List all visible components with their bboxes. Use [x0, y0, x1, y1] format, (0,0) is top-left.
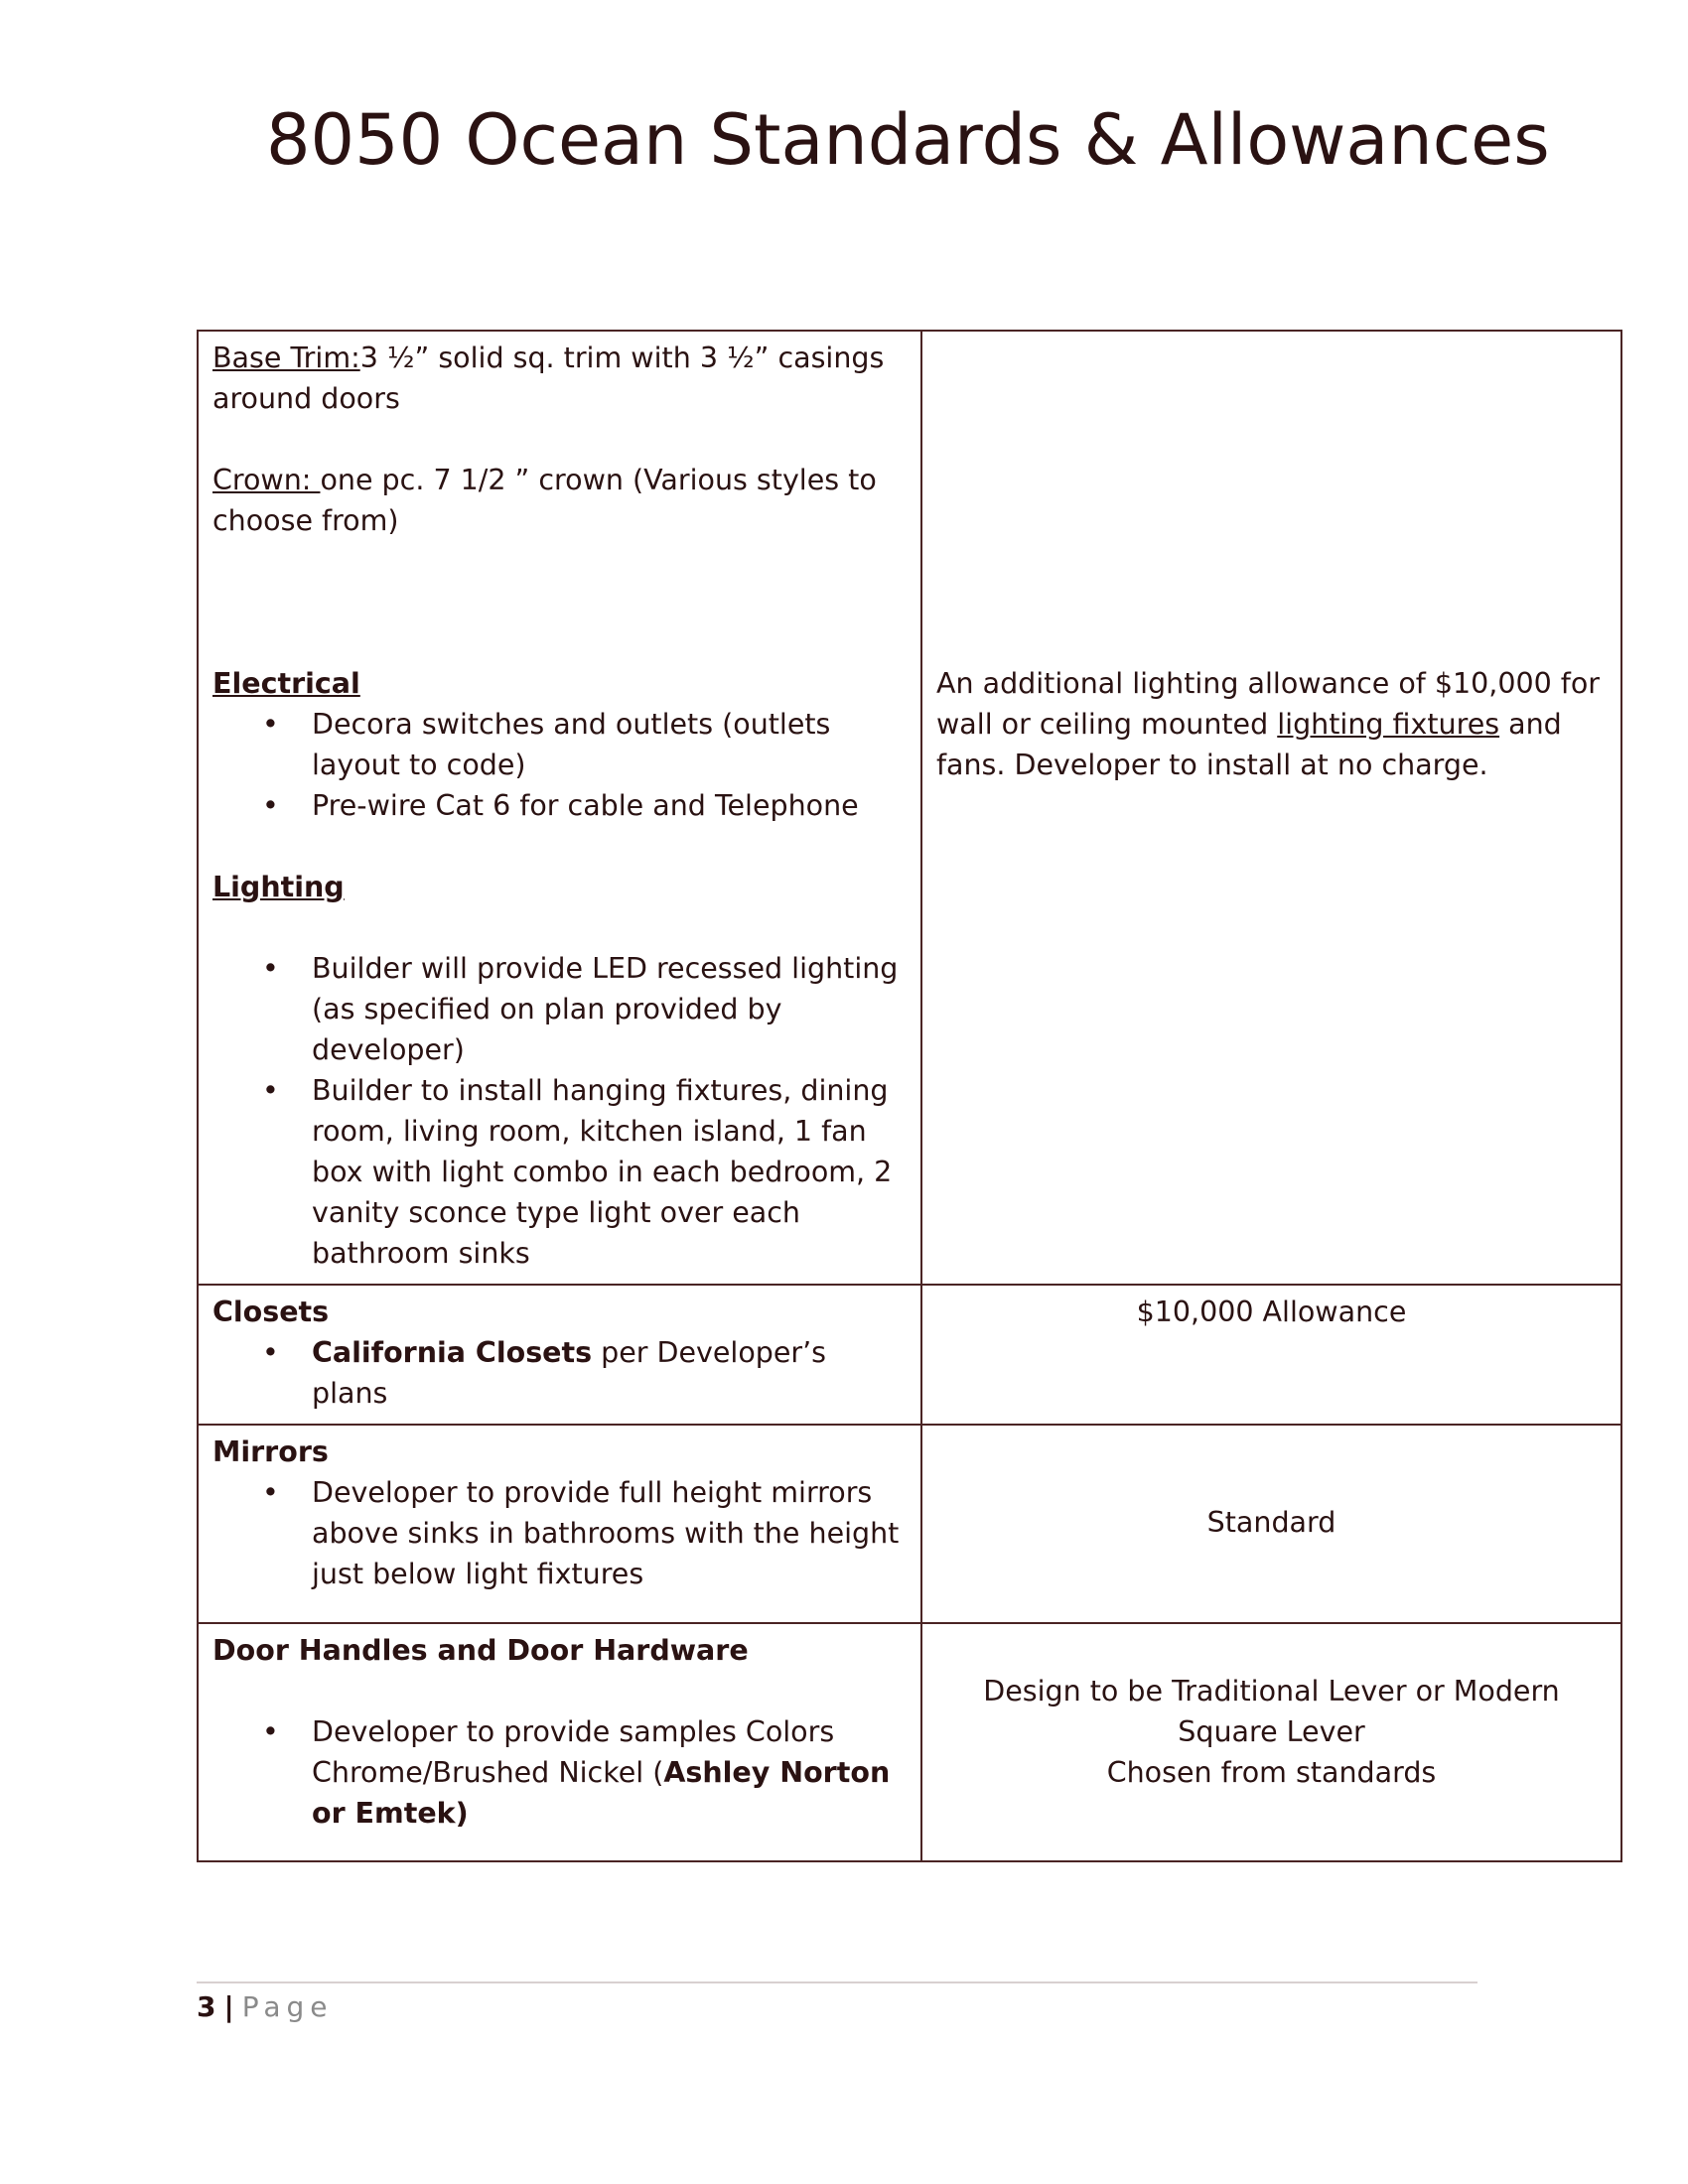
- base-trim-label: Base Trim:: [212, 341, 360, 374]
- base-trim-paragraph: [212, 338, 907, 419]
- list-item: • Pre-wire Cat 6 for cable and Telephone: [312, 785, 907, 826]
- table-row: [198, 1285, 1621, 1425]
- brand-names: Ashley Norton or Emtek): [312, 1756, 891, 1830]
- closets-list: [212, 1332, 907, 1414]
- electrical-heading: Electrical: [212, 667, 360, 700]
- door-hardware-allowance-cell: [921, 1623, 1621, 1861]
- page-number: 3: [197, 1990, 216, 2023]
- page-title: 8050 Ocean Standards & Allowances: [266, 99, 1550, 181]
- list-item: • Builder will provide LED recessed lighting (as specified on plan provided by developer): [312, 948, 907, 1070]
- mirrors-allowance: Standard: [1206, 1505, 1336, 1539]
- mirrors-heading: Mirrors: [212, 1435, 329, 1468]
- crown-text: one pc. 7 1/2 ” crown (Various styles to choose from): [212, 464, 877, 537]
- crown-paragraph: [212, 460, 907, 541]
- page-word: Page: [241, 1990, 334, 2023]
- list-item: • Developer to provide full height mirrors above sinks in bathrooms with the height just below light fixtures: [312, 1472, 907, 1594]
- page-footer: [197, 1990, 334, 2023]
- trim-electrical-lighting-cell: [198, 331, 921, 1285]
- door-hardware-heading: Door Handles and Door Hardware: [212, 1634, 749, 1667]
- door-hardware-cell: [198, 1623, 921, 1861]
- lighting-list: [212, 948, 907, 1274]
- footer-separator: |: [223, 1990, 234, 2023]
- electrical-list: [212, 704, 907, 826]
- base-trim-text: 3 ½” solid sq. trim with 3 ½” casings around doors: [212, 341, 885, 415]
- closets-cell: [198, 1285, 921, 1425]
- lighting-heading: Lighting: [212, 871, 345, 903]
- table-row: [198, 331, 1621, 1285]
- door-hardware-allowance-line1: Design to be Traditional Lever or Modern Square Lever: [983, 1675, 1560, 1748]
- list-item: • Builder to install hanging fixtures, dining room, living room, kitchen island, 1 fan box with light combo in each bedroom, 2 vanity sconce type light over each bathroom sinks: [312, 1070, 907, 1274]
- table-row: [198, 1425, 1621, 1623]
- mirrors-list: [212, 1472, 907, 1594]
- california-closets-text: California Closets: [312, 1336, 593, 1369]
- list-item: • Decora switches and outlets (outlets layout to code): [312, 704, 907, 785]
- list-item: • California Closets per Developer’s plans: [312, 1332, 907, 1414]
- closets-allowance: $10,000 Allowance: [1136, 1296, 1407, 1328]
- mirrors-allowance-cell: [921, 1425, 1621, 1623]
- lighting-allowance-cell: [921, 331, 1621, 1285]
- footer-divider: [197, 1981, 1477, 1983]
- standards-table: [197, 330, 1622, 1862]
- table-row: [198, 1623, 1621, 1861]
- closets-allowance-cell: [921, 1285, 1621, 1425]
- closets-heading: Closets: [212, 1296, 330, 1328]
- lighting-fixtures-link: lighting fixtures: [1277, 708, 1500, 741]
- lighting-allowance-text: An additional lighting allowance of $10,000 for wall or ceiling mounted lighting fixtures and fans. Developer to install at no charge.: [936, 667, 1600, 781]
- list-item: • Developer to provide samples Colors Chrome/Brushed Nickel (Ashley Norton or Emtek): [312, 1711, 907, 1834]
- mirrors-cell: [198, 1425, 921, 1623]
- crown-label: Crown:: [212, 464, 321, 496]
- door-hardware-allowance-line2: Chosen from standards: [1106, 1756, 1437, 1789]
- door-hardware-list: [212, 1711, 907, 1834]
